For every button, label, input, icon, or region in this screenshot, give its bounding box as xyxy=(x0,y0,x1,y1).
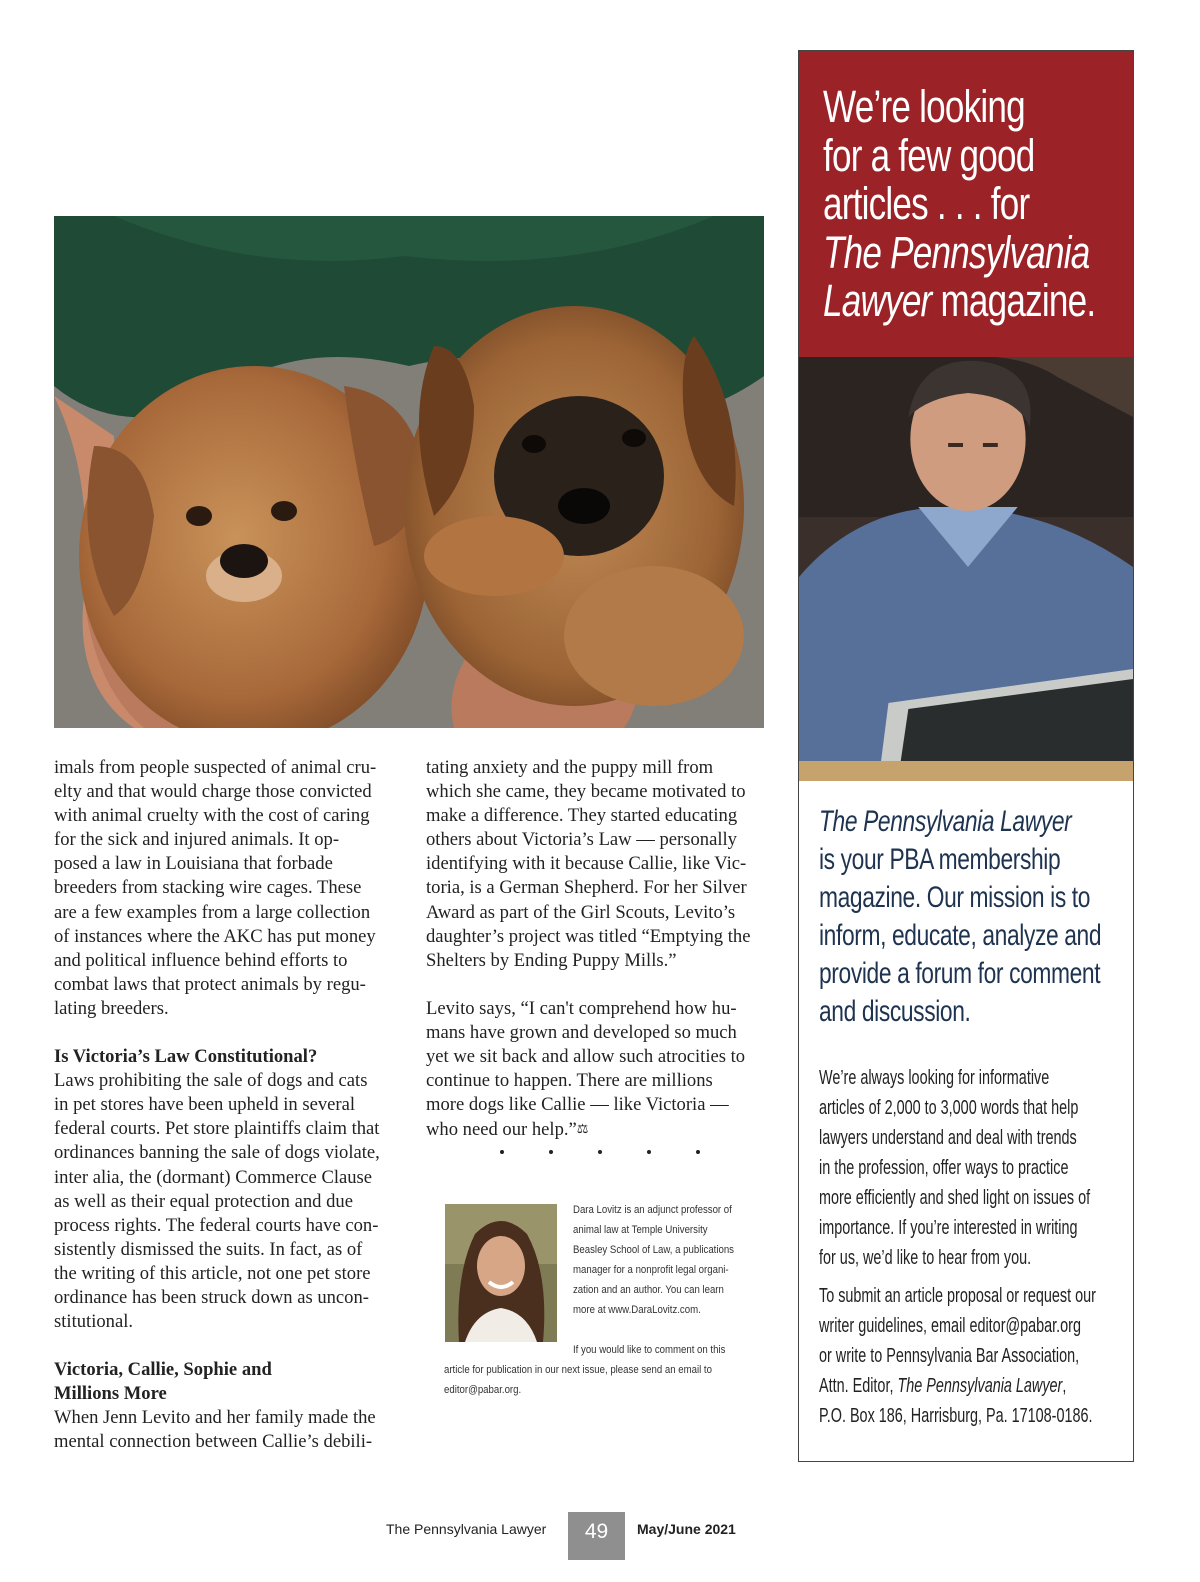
article-paragraph: tating anxiety and the puppy mill from which she came, they became motivated to make a difference. They started educating others about Victoria’s Law — personally identifying with it because Callie, like Vic- toria, is a German Shepherd. For her Silver Award as part of the Girl Scouts, Levito’s daughter’s project was titled “Emptying the Shelters by Ending Puppy Mills.” xyxy=(426,757,751,971)
ad-mission-statement: The Pennsylvania Lawyer is your PBA membership magazine. Our mission is to inform, educate, analyze and provide a forum for comment and discussion. xyxy=(819,805,1102,1028)
article-paragraph: When Jenn Levito and her family made the mental connection between Callie’s debili- xyxy=(54,1407,376,1453)
section-separator-dots xyxy=(500,1150,700,1154)
article-middle-column xyxy=(426,756,766,1142)
ad-photo-man-at-computer xyxy=(799,357,1133,781)
article-paragraph: Laws prohibiting the sale of dogs and cats in pet stores have been upheld in several federal courts. Pet store plaintiffs claim that ordinances banning the sale of dogs violate, inter alia, the (dormant) Commerce Clause as well as their equal protection and due process rights. The federal courts have con- sistently dismissed the suits. In fact, as of the writing of this article, not one pet store ordinance has been struck down as uncon- stitutional. xyxy=(54,1070,380,1333)
section-heading: Victoria, Callie, Sophie and Millions More xyxy=(54,1359,272,1405)
footer-issue-date: May/June 2021 xyxy=(637,1521,736,1537)
dot xyxy=(647,1150,651,1154)
article-paragraph: imals from people suspected of animal cru- elty and that would charge those convicted with animal cruelty with the cost of caring for the sick and injured animals. It op- posed a law in Louisiana that forbade breeders from stacking wire cages. These are a few examples from a large collection of instances where the AKC has put money and political influence behind efforts to combat laws that protect animals by regu- lating breeders. xyxy=(54,757,377,1019)
author-bio: Dara Lovitz is an adjunct professor of animal law at Temple University Beasley School of Law, a publications manager for a nonprofit legal organi- zation and an author. You can learn more at www.DaraLovitz.com. xyxy=(573,1204,734,1316)
ad-body-text: We’re always looking for informative articles of 2,000 to 3,000 words that help lawyers understand and deal with trends in the profession, offer ways to practice more efficiently and shed light on issues of importance. If you’re interested in writing for us, we’d like to hear from you. To submit an article proposal or request our writer guidelines, email editor@pabar.org or write to Pennsylvania Bar Association, Attn. Editor, The Pennsylvania Lawyer, P.O. Box 186, Harrisburg, Pa. 17108-0186. xyxy=(819,1067,1096,1427)
article-paragraph: Levito says, “I can't comprehend how hu- mans have grown and developed so much yet we sit back and allow such atrocities to continue to happen. There are millions more dogs like Callie — like Victoria — who need our help.”⚖ xyxy=(426,997,746,1141)
section-heading: Is Victoria’s Law Constitutional? xyxy=(54,1046,318,1068)
ad-header-panel xyxy=(799,51,1133,357)
comment-invitation: If you would like to comment on this article for publication in our next issue, please send an email to editor@pabar.org. xyxy=(444,1344,726,1396)
ad-headline: We’re looking for a few good articles . . . for The Pennsylvania Lawyer magazine. xyxy=(823,81,1096,326)
page-number: 49 xyxy=(568,1512,625,1560)
author-photo xyxy=(445,1204,557,1342)
end-mark-icon: ⚖ xyxy=(576,1121,589,1137)
dot xyxy=(598,1150,602,1154)
magazine-ad xyxy=(798,50,1134,1462)
puppies-photo xyxy=(54,216,764,728)
footer-publication: The Pennsylvania Lawyer xyxy=(386,1521,547,1537)
dot xyxy=(696,1150,700,1154)
dot xyxy=(549,1150,553,1154)
article-left-column xyxy=(54,756,394,1455)
dot xyxy=(500,1150,504,1154)
